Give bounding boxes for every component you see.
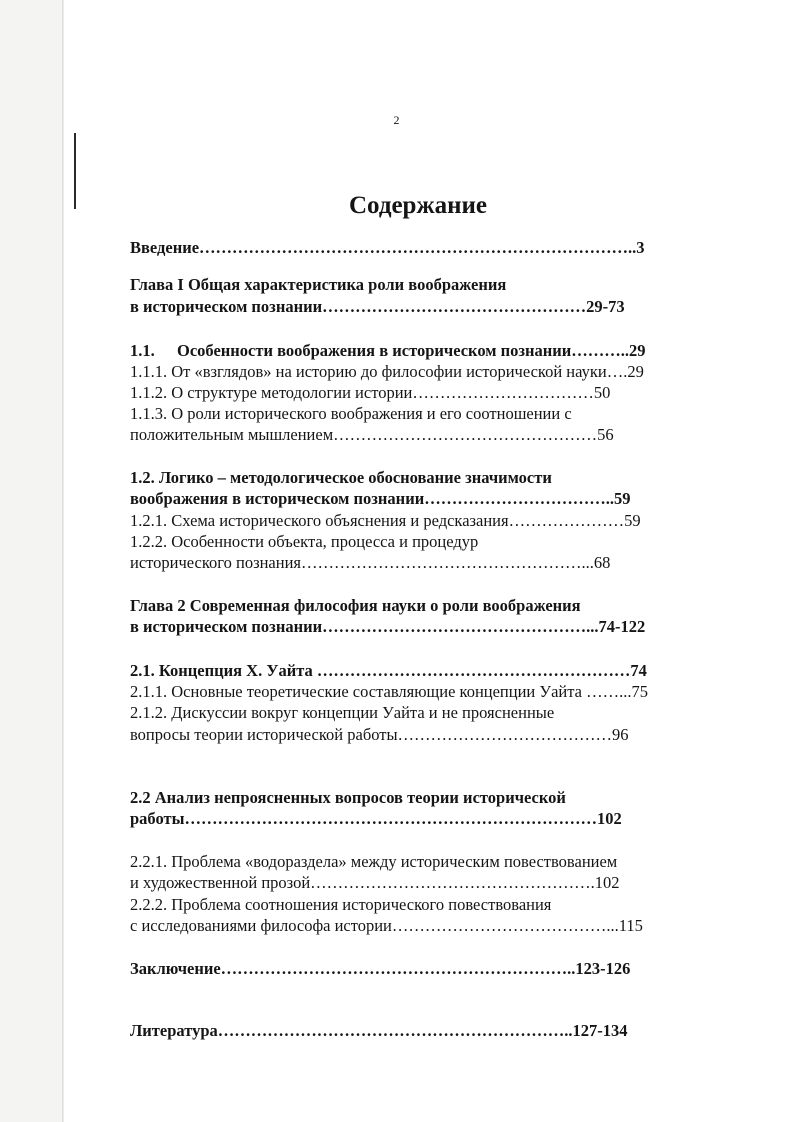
toc-entry-chapter-1-cont: в историческом познании…………………………………………29-73 [130, 297, 625, 316]
toc-entry-2-2-cont: работы…………………………………………………………………102 [130, 809, 622, 828]
toc-entry-1-1-1: 1.1.1. От «взглядов» на историю до философии исторической науки….29 [130, 362, 644, 381]
toc-entry-1-1-2: 1.1.2. О структуре методологии истории……………………………50 [130, 383, 611, 402]
toc-entry-1-2-cont: воображения в историческом познании……………………………..59 [130, 489, 631, 508]
toc-entry-chapter-1: Глава I Общая характеристика роли воображения [130, 275, 507, 294]
toc-entry-1-1 [130, 341, 646, 361]
toc-entry-2-1-2: 2.1.2. Дискуссии вокруг концепции Уайта и не проясненные [130, 703, 555, 722]
toc-entry-1-2-2: 1.2.2. Особенности объекта, процесса и процедур [130, 532, 479, 551]
toc-entry-conclusion: Заключение………………………………………………………..123-126 [130, 959, 631, 978]
toc-entry-number: 1.1. [130, 341, 155, 360]
toc-entry-2-2-1-cont: и художественной прозой…………………………………………….102 [130, 873, 620, 892]
toc-entry-2-2-2: 2.2.2. Проблема соотношения исторического повествования [130, 895, 552, 914]
page-number: 2 [393, 113, 400, 127]
toc-entry-literature: Литература………………………………………………………..127-134 [130, 1021, 628, 1040]
toc-entry-introduction: Введение……………………………………………………………………..3 [130, 238, 645, 257]
toc-entry-1-2: 1.2. Логико – методологическое обоснование значимости [130, 468, 552, 487]
toc-entry-2-1: 2.1. Концепция Х. Уайта …………………………………………………74 [130, 661, 647, 680]
toc-entry-2-1-1: 2.1.1. Основные теоретические составляющие концепции Уайта ……...75 [130, 682, 648, 701]
toc-entry-1-1-3: 1.1.3. О роли исторического воображения и его соотношении с [130, 404, 572, 423]
toc-entry-2-2-1: 2.2.1. Проблема «водораздела» между историческим повествованием [130, 852, 618, 871]
toc-entry-text: Особенности воображения в историческом познании………..29 [177, 341, 646, 360]
toc-entry-1-2-2-cont: исторического познания……………………………………………...68 [130, 553, 611, 572]
toc-entry-chapter-2-cont: в историческом познании…………………………………………...74-122 [130, 617, 646, 636]
toc-entry-chapter-2: Глава 2 Современная философия науки о роли воображения [130, 596, 581, 615]
toc-entry-1-2-1: 1.2.1. Схема исторического объяснения и редсказания…………………59 [130, 511, 641, 530]
toc-entry-1-1-3-cont: положительным мышлением…………………………………………56 [130, 425, 614, 444]
toc-entry-2-2-2-cont: с исследованиями философа истории…………………………………...115 [130, 916, 643, 935]
toc-entry-2-1-2-cont: вопросы теории исторической работы…………………………………96 [130, 725, 629, 744]
toc-entry-2-2: 2.2 Анализ непроясненных вопросов теории исторической [130, 788, 566, 807]
toc-title: Содержание [348, 192, 487, 219]
